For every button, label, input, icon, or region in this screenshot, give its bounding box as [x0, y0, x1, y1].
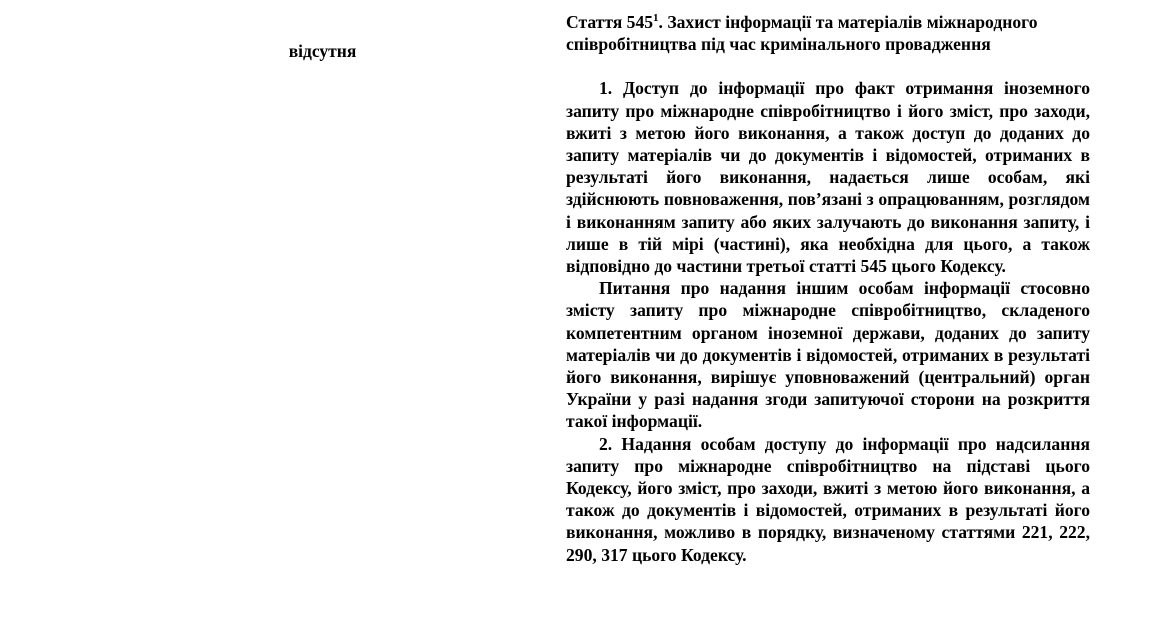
article-heading [566, 11, 1090, 55]
article-heading-superscript: 1 [653, 12, 659, 25]
article-column [566, 11, 1090, 566]
article-paragraph-3: 2. Надання особам доступу до інформації про надсилання запиту про міжнародне співробітництво на підставі цього Кодексу, його зміст, про заходи, вжиті з метою його виконання, а також до документів і відомостей, отриманих в результаті його виконання, можливо в порядку, визначеному статтями 221, 222, 290, 317 цього Кодексу. [566, 433, 1090, 565]
article-paragraph-1: 1. Доступ до інформації про факт отримання іноземного запиту про міжнародне співробітництво і його зміст, про заходи, вжиті з метою його виконання, а також доступ до доданих до запиту матеріалів чи до документів і відомостей, отриманих в результаті його виконання, надається лише особам, які здійснюють повноваження, пов’язані з опрацюванням, розглядом і виконанням запиту або яких залучають до виконання запиту, і лише в тій мірі (частині), яка необхідна для цього, а також відповідно до частини третьої статті 545 цього Кодексу. [566, 78, 1090, 277]
article-heading-prefix: Стаття 545 [566, 12, 654, 32]
article-heading-title: . Захист інформації та матеріалів міжнародного співробітництва під час кримінального провадження [566, 12, 1038, 55]
article-paragraph-2: Питання про надання іншим особам інформації стосовно змісту запиту про міжнародне співробітництво, складеного компетентним органом іноземної держави, доданих до запиту матеріалів чи до документів і відомостей, отриманих в результаті його виконання, вирішує уповноважений (центральний) орган України у разі надання згоди запитуючої сторони на розкриття такої інформації. [566, 278, 1090, 432]
left-column [0, 40, 645, 62]
absent-text: відсутня [288, 41, 357, 61]
